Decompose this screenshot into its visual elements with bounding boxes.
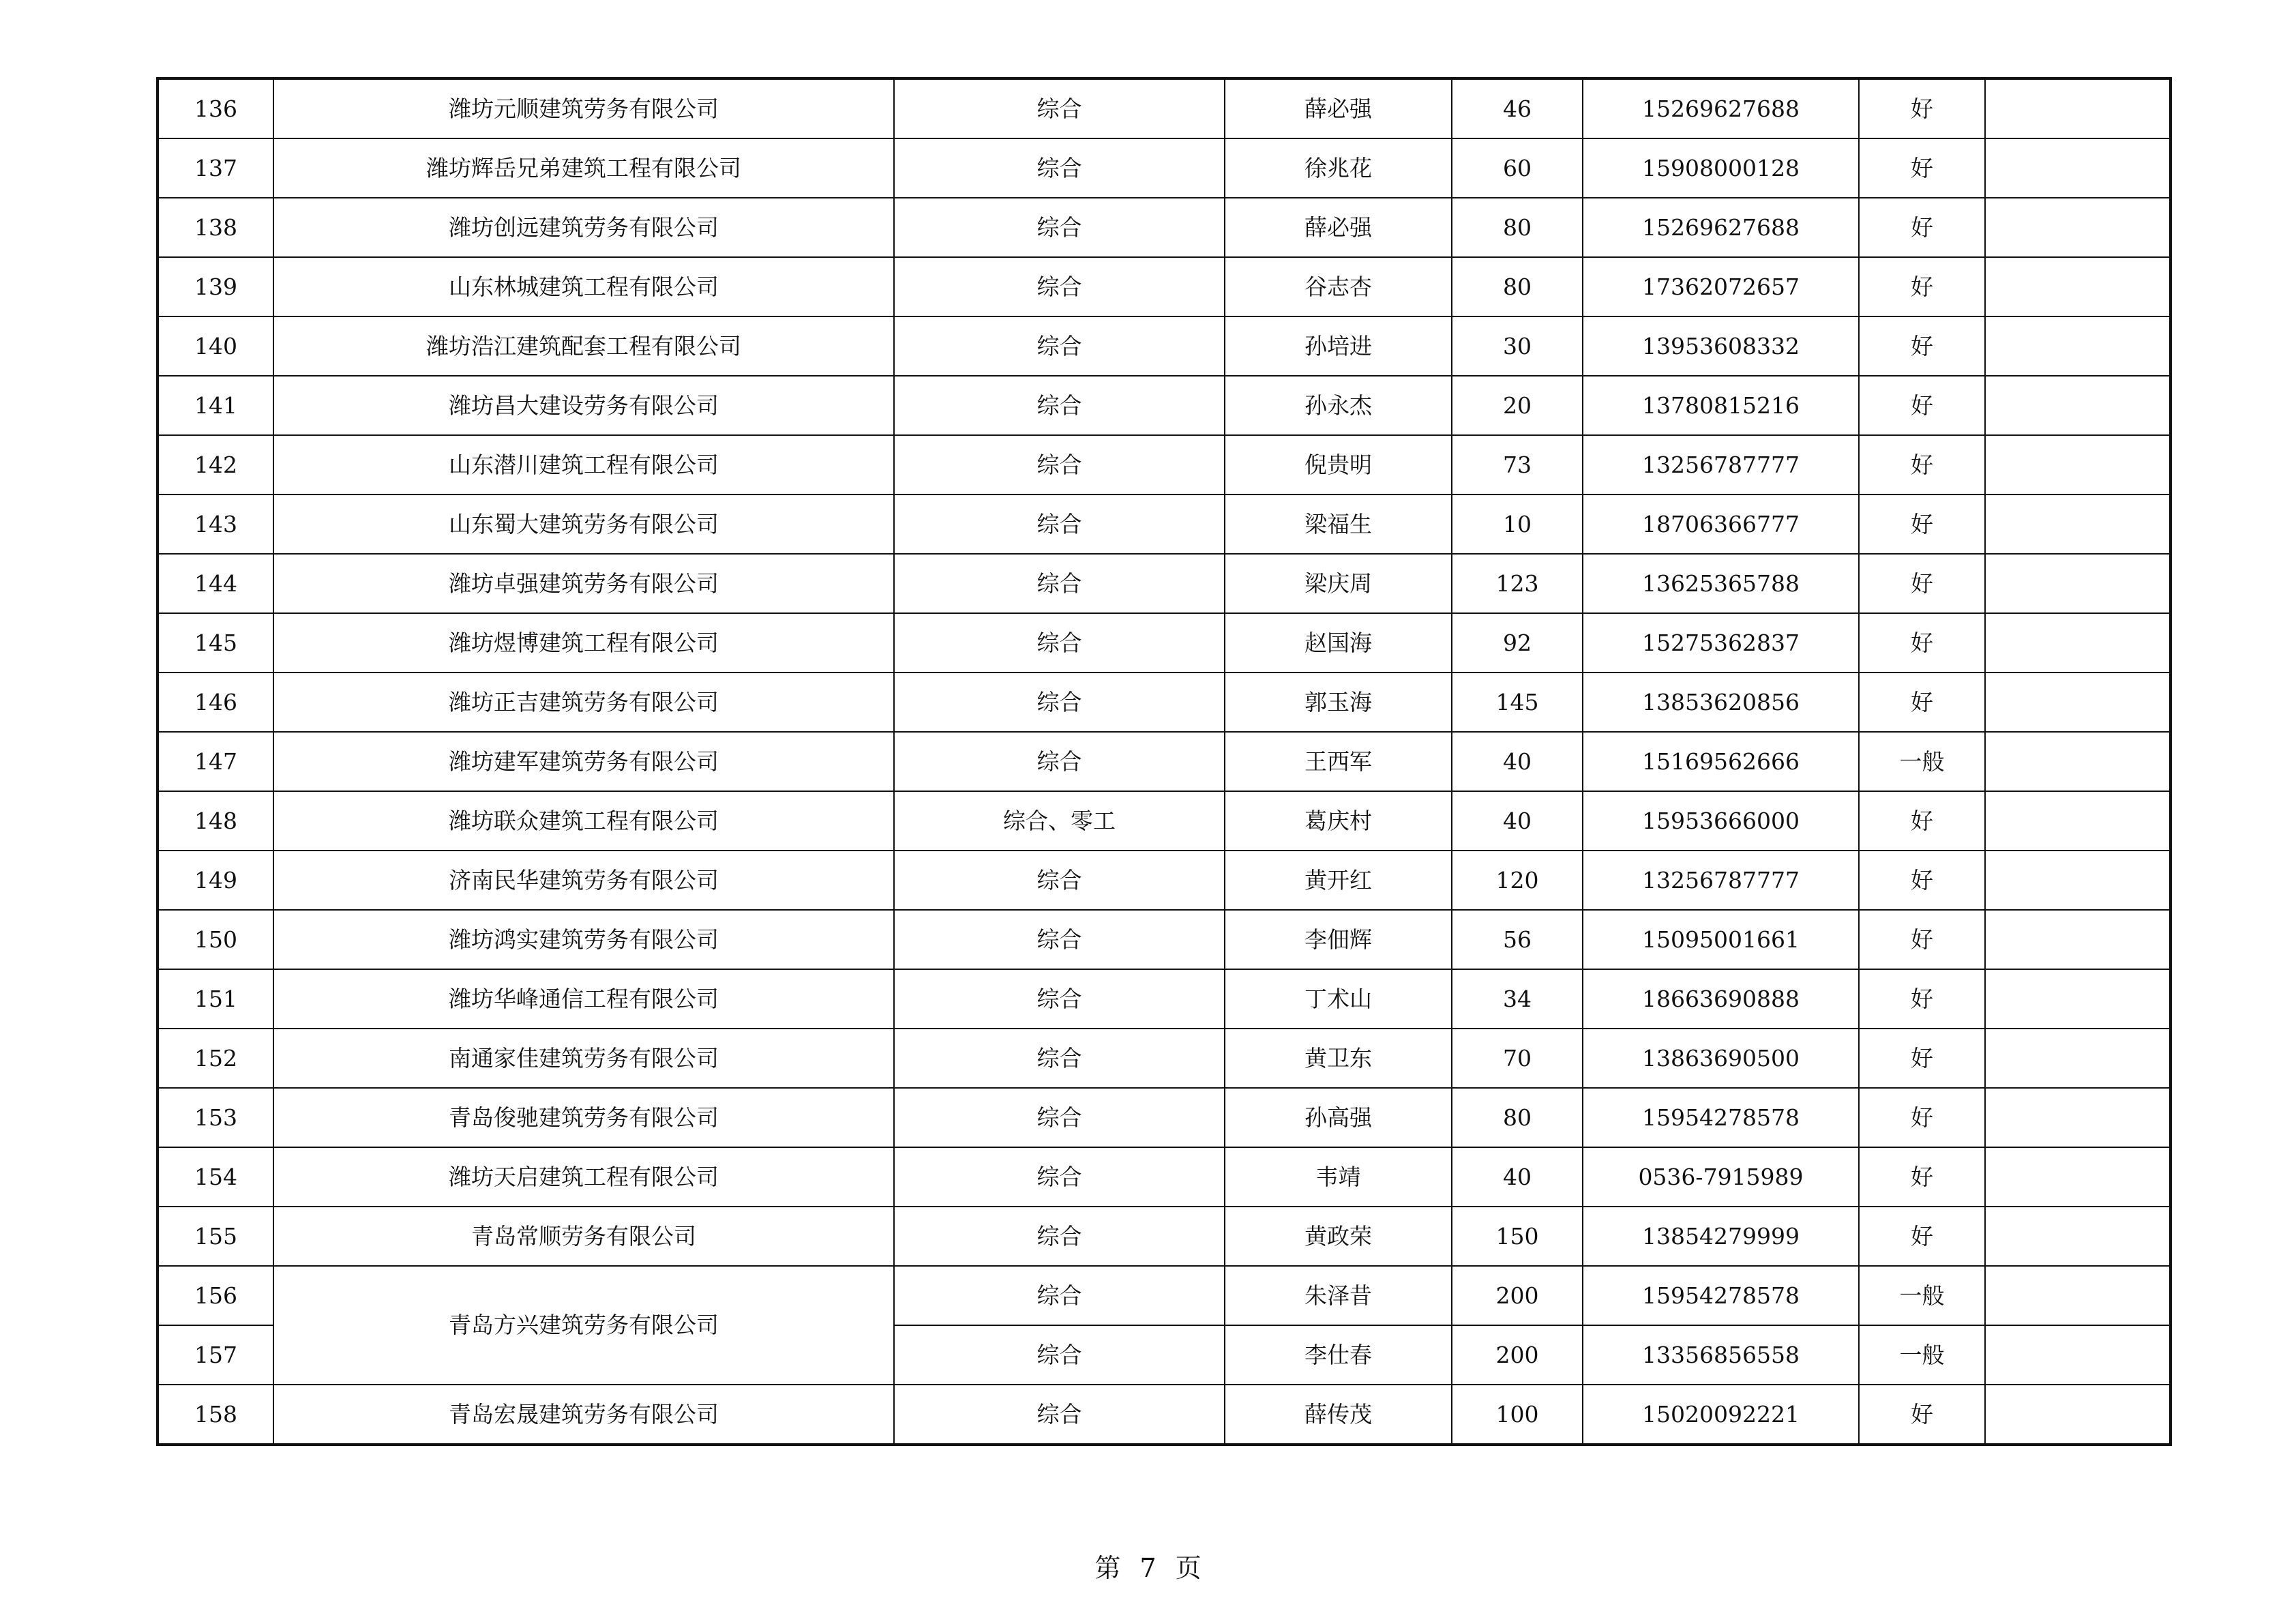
remarks-cell: [1985, 138, 2171, 198]
company-name-cell: 潍坊元顺建筑劳务有限公司: [273, 78, 894, 138]
rating-cell: 好: [1859, 613, 1985, 673]
rating-cell: 好: [1859, 1207, 1985, 1266]
phone-number-cell: 15954278578: [1583, 1266, 1859, 1325]
table-row: [158, 1029, 2171, 1088]
work-type-cell: 综合: [894, 969, 1225, 1029]
remarks-cell: [1985, 1029, 2171, 1088]
company-name-cell: 山东林城建筑工程有限公司: [273, 257, 894, 316]
company-name-cell: 潍坊煜博建筑工程有限公司: [273, 613, 894, 673]
phone-number-cell: 18706366777: [1583, 494, 1859, 554]
company-name-cell: 潍坊正吉建筑劳务有限公司: [273, 673, 894, 732]
worker-count-cell: 100: [1452, 1385, 1583, 1445]
row-number-cell: 146: [158, 673, 273, 732]
row-number-cell: 142: [158, 435, 273, 494]
table-row: [158, 198, 2171, 257]
remarks-cell: [1985, 316, 2171, 376]
worker-count-cell: 40: [1452, 732, 1583, 791]
phone-number-cell: 15269627688: [1583, 78, 1859, 138]
contact-person-cell: 孙高强: [1225, 1088, 1452, 1147]
rating-cell: 好: [1859, 1385, 1985, 1445]
phone-number-cell: 13256787777: [1583, 435, 1859, 494]
row-number-cell: 158: [158, 1385, 273, 1445]
phone-number-cell: 13853620856: [1583, 673, 1859, 732]
company-name-cell: 济南民华建筑劳务有限公司: [273, 851, 894, 910]
contact-person-cell: 孙永杰: [1225, 376, 1452, 435]
work-type-cell: 综合: [894, 613, 1225, 673]
table-row: [158, 673, 2171, 732]
worker-count-cell: 92: [1452, 613, 1583, 673]
row-number-cell: 154: [158, 1147, 273, 1207]
company-name-cell: 潍坊鸿实建筑劳务有限公司: [273, 910, 894, 969]
rating-cell: 好: [1859, 673, 1985, 732]
company-name-cell: 青岛常顺劳务有限公司: [273, 1207, 894, 1266]
worker-count-cell: 46: [1452, 78, 1583, 138]
remarks-cell: [1985, 851, 2171, 910]
row-number-cell: 145: [158, 613, 273, 673]
work-type-cell: 综合: [894, 1147, 1225, 1207]
rating-cell: 好: [1859, 435, 1985, 494]
work-type-cell: 综合: [894, 1266, 1225, 1325]
work-type-cell: 综合: [894, 78, 1225, 138]
worker-count-cell: 60: [1452, 138, 1583, 198]
work-type-cell: 综合: [894, 1325, 1225, 1385]
remarks-cell: [1985, 376, 2171, 435]
table-row: [158, 554, 2171, 613]
row-number-cell: 156: [158, 1266, 273, 1325]
work-type-cell: 综合: [894, 435, 1225, 494]
contact-person-cell: 徐兆花: [1225, 138, 1452, 198]
contact-person-cell: 李佃辉: [1225, 910, 1452, 969]
phone-number-cell: 13780815216: [1583, 376, 1859, 435]
table-row: [158, 138, 2171, 198]
remarks-cell: [1985, 613, 2171, 673]
row-number-cell: 155: [158, 1207, 273, 1266]
contact-person-cell: 薛必强: [1225, 198, 1452, 257]
rating-cell: 好: [1859, 494, 1985, 554]
row-number-cell: 143: [158, 494, 273, 554]
phone-number-cell: 0536-7915989: [1583, 1147, 1859, 1207]
row-number-cell: 136: [158, 78, 273, 138]
remarks-cell: [1985, 1385, 2171, 1445]
company-name-cell: 山东蜀大建筑劳务有限公司: [273, 494, 894, 554]
worker-count-cell: 73: [1452, 435, 1583, 494]
row-number-cell: 141: [158, 376, 273, 435]
table-row: [158, 851, 2171, 910]
worker-count-cell: 70: [1452, 1029, 1583, 1088]
phone-number-cell: 13256787777: [1583, 851, 1859, 910]
phone-number-cell: 15954278578: [1583, 1088, 1859, 1147]
remarks-cell: [1985, 1147, 2171, 1207]
worker-count-cell: 34: [1452, 969, 1583, 1029]
table-row: [158, 316, 2171, 376]
remarks-cell: [1985, 198, 2171, 257]
contact-person-cell: 黄卫东: [1225, 1029, 1452, 1088]
rating-cell: 一般: [1859, 1325, 1985, 1385]
remarks-cell: [1985, 554, 2171, 613]
page-footer: [0, 1547, 2296, 1584]
rating-cell: 好: [1859, 910, 1985, 969]
row-number-cell: 148: [158, 791, 273, 851]
contact-person-cell: 梁福生: [1225, 494, 1452, 554]
rating-cell: 好: [1859, 851, 1985, 910]
phone-number-cell: 15020092221: [1583, 1385, 1859, 1445]
table-row: [158, 494, 2171, 554]
row-number-cell: 157: [158, 1325, 273, 1385]
remarks-cell: [1985, 435, 2171, 494]
rating-cell: 一般: [1859, 732, 1985, 791]
work-type-cell: 综合、零工: [894, 791, 1225, 851]
phone-number-cell: 15908000128: [1583, 138, 1859, 198]
work-type-cell: 综合: [894, 1029, 1225, 1088]
work-type-cell: 综合: [894, 1385, 1225, 1445]
worker-count-cell: 56: [1452, 910, 1583, 969]
company-name-cell: 潍坊联众建筑工程有限公司: [273, 791, 894, 851]
contact-person-cell: 梁庆周: [1225, 554, 1452, 613]
phone-number-cell: 13356856558: [1583, 1325, 1859, 1385]
work-type-cell: 综合: [894, 494, 1225, 554]
contact-person-cell: 郭玉海: [1225, 673, 1452, 732]
company-name-cell: 潍坊昌大建设劳务有限公司: [273, 376, 894, 435]
table-row: [158, 732, 2171, 791]
contractor-table: [156, 77, 2172, 1446]
remarks-cell: [1985, 673, 2171, 732]
remarks-cell: [1985, 1088, 2171, 1147]
phone-number-cell: 13625365788: [1583, 554, 1859, 613]
company-name-cell: 南通家佳建筑劳务有限公司: [273, 1029, 894, 1088]
company-name-cell: 潍坊辉岳兄弟建筑工程有限公司: [273, 138, 894, 198]
work-type-cell: 综合: [894, 910, 1225, 969]
table-row: [158, 435, 2171, 494]
row-number-cell: 152: [158, 1029, 273, 1088]
worker-count-cell: 80: [1452, 257, 1583, 316]
company-name-cell: 潍坊建军建筑劳务有限公司: [273, 732, 894, 791]
phone-number-cell: 15169562666: [1583, 732, 1859, 791]
phone-number-cell: 15095001661: [1583, 910, 1859, 969]
contact-person-cell: 葛庆村: [1225, 791, 1452, 851]
phone-number-cell: 18663690888: [1583, 969, 1859, 1029]
rating-cell: 好: [1859, 1147, 1985, 1207]
remarks-cell: [1985, 969, 2171, 1029]
row-number-cell: 147: [158, 732, 273, 791]
table-row: [158, 78, 2171, 138]
contact-person-cell: 朱泽昔: [1225, 1266, 1452, 1325]
contact-person-cell: 黄开红: [1225, 851, 1452, 910]
remarks-cell: [1985, 910, 2171, 969]
worker-count-cell: 10: [1452, 494, 1583, 554]
rating-cell: 好: [1859, 969, 1985, 1029]
rating-cell: 好: [1859, 554, 1985, 613]
table-row: [158, 613, 2171, 673]
phone-number-cell: 15275362837: [1583, 613, 1859, 673]
contact-person-cell: 倪贵明: [1225, 435, 1452, 494]
contact-person-cell: 黄政荣: [1225, 1207, 1452, 1266]
worker-count-cell: 80: [1452, 1088, 1583, 1147]
worker-count-cell: 120: [1452, 851, 1583, 910]
phone-number-cell: 13854279999: [1583, 1207, 1859, 1266]
contact-person-cell: 谷志杏: [1225, 257, 1452, 316]
contact-person-cell: 薛必强: [1225, 78, 1452, 138]
work-type-cell: 综合: [894, 1088, 1225, 1147]
rating-cell: 好: [1859, 1029, 1985, 1088]
table-body: [158, 78, 2171, 1445]
work-type-cell: 综合: [894, 316, 1225, 376]
row-number-cell: 149: [158, 851, 273, 910]
company-name-cell: 潍坊天启建筑工程有限公司: [273, 1147, 894, 1207]
rating-cell: 好: [1859, 138, 1985, 198]
worker-count-cell: 150: [1452, 1207, 1583, 1266]
table-row: [158, 910, 2171, 969]
work-type-cell: 综合: [894, 732, 1225, 791]
rating-cell: 好: [1859, 791, 1985, 851]
page-footer-suffix: 页: [1175, 1553, 1202, 1583]
work-type-cell: 综合: [894, 1207, 1225, 1266]
phone-number-cell: 15269627688: [1583, 198, 1859, 257]
phone-number-cell: 13863690500: [1583, 1029, 1859, 1088]
contact-person-cell: 李仕春: [1225, 1325, 1452, 1385]
company-name-cell: 青岛俊驰建筑劳务有限公司: [273, 1088, 894, 1147]
remarks-cell: [1985, 1325, 2171, 1385]
worker-count-cell: 20: [1452, 376, 1583, 435]
remarks-cell: [1985, 257, 2171, 316]
row-number-cell: 138: [158, 198, 273, 257]
table-row: [158, 1266, 2171, 1325]
company-name-cell: 潍坊创远建筑劳务有限公司: [273, 198, 894, 257]
work-type-cell: 综合: [894, 851, 1225, 910]
worker-count-cell: 40: [1452, 791, 1583, 851]
worker-count-cell: 145: [1452, 673, 1583, 732]
table-row: [158, 1207, 2171, 1266]
rating-cell: 好: [1859, 198, 1985, 257]
rating-cell: 好: [1859, 316, 1985, 376]
contact-person-cell: 丁术山: [1225, 969, 1452, 1029]
rating-cell: 一般: [1859, 1266, 1985, 1325]
company-name-cell: 青岛宏晟建筑劳务有限公司: [273, 1385, 894, 1445]
row-number-cell: 150: [158, 910, 273, 969]
company-name-cell: 潍坊卓强建筑劳务有限公司: [273, 554, 894, 613]
worker-count-cell: 30: [1452, 316, 1583, 376]
row-number-cell: 153: [158, 1088, 273, 1147]
table-row: [158, 376, 2171, 435]
work-type-cell: 综合: [894, 554, 1225, 613]
row-number-cell: 140: [158, 316, 273, 376]
table-row: [158, 1147, 2171, 1207]
row-number-cell: 144: [158, 554, 273, 613]
remarks-cell: [1985, 732, 2171, 791]
table-row: [158, 969, 2171, 1029]
contact-person-cell: 韦靖: [1225, 1147, 1452, 1207]
row-number-cell: 151: [158, 969, 273, 1029]
table-row: [158, 1385, 2171, 1445]
phone-number-cell: 17362072657: [1583, 257, 1859, 316]
worker-count-cell: 200: [1452, 1266, 1583, 1325]
remarks-cell: [1985, 78, 2171, 138]
table-row: [158, 1088, 2171, 1147]
remarks-cell: [1985, 1207, 2171, 1266]
row-number-cell: 137: [158, 138, 273, 198]
company-name-cell: 潍坊华峰通信工程有限公司: [273, 969, 894, 1029]
row-number-cell: 139: [158, 257, 273, 316]
rating-cell: 好: [1859, 257, 1985, 316]
contact-person-cell: 孙培进: [1225, 316, 1452, 376]
contact-person-cell: 薛传茂: [1225, 1385, 1452, 1445]
table-row: [158, 257, 2171, 316]
contact-person-cell: 赵国海: [1225, 613, 1452, 673]
page-footer-prefix: 第: [1094, 1553, 1121, 1583]
phone-number-cell: 13953608332: [1583, 316, 1859, 376]
worker-count-cell: 123: [1452, 554, 1583, 613]
work-type-cell: 综合: [894, 257, 1225, 316]
work-type-cell: 综合: [894, 138, 1225, 198]
table-row: [158, 791, 2171, 851]
remarks-cell: [1985, 1266, 2171, 1325]
worker-count-cell: 80: [1452, 198, 1583, 257]
page-number: 7: [1139, 1553, 1157, 1583]
company-name-cell: 青岛方兴建筑劳务有限公司: [273, 1266, 894, 1385]
phone-number-cell: 15953666000: [1583, 791, 1859, 851]
rating-cell: 好: [1859, 376, 1985, 435]
remarks-cell: [1985, 494, 2171, 554]
worker-count-cell: 40: [1452, 1147, 1583, 1207]
company-name-cell: 潍坊浩江建筑配套工程有限公司: [273, 316, 894, 376]
company-name-cell: 山东潜川建筑工程有限公司: [273, 435, 894, 494]
worker-count-cell: 200: [1452, 1325, 1583, 1385]
contact-person-cell: 王西军: [1225, 732, 1452, 791]
work-type-cell: 综合: [894, 376, 1225, 435]
remarks-cell: [1985, 791, 2171, 851]
work-type-cell: 综合: [894, 673, 1225, 732]
rating-cell: 好: [1859, 78, 1985, 138]
work-type-cell: 综合: [894, 198, 1225, 257]
rating-cell: 好: [1859, 1088, 1985, 1147]
